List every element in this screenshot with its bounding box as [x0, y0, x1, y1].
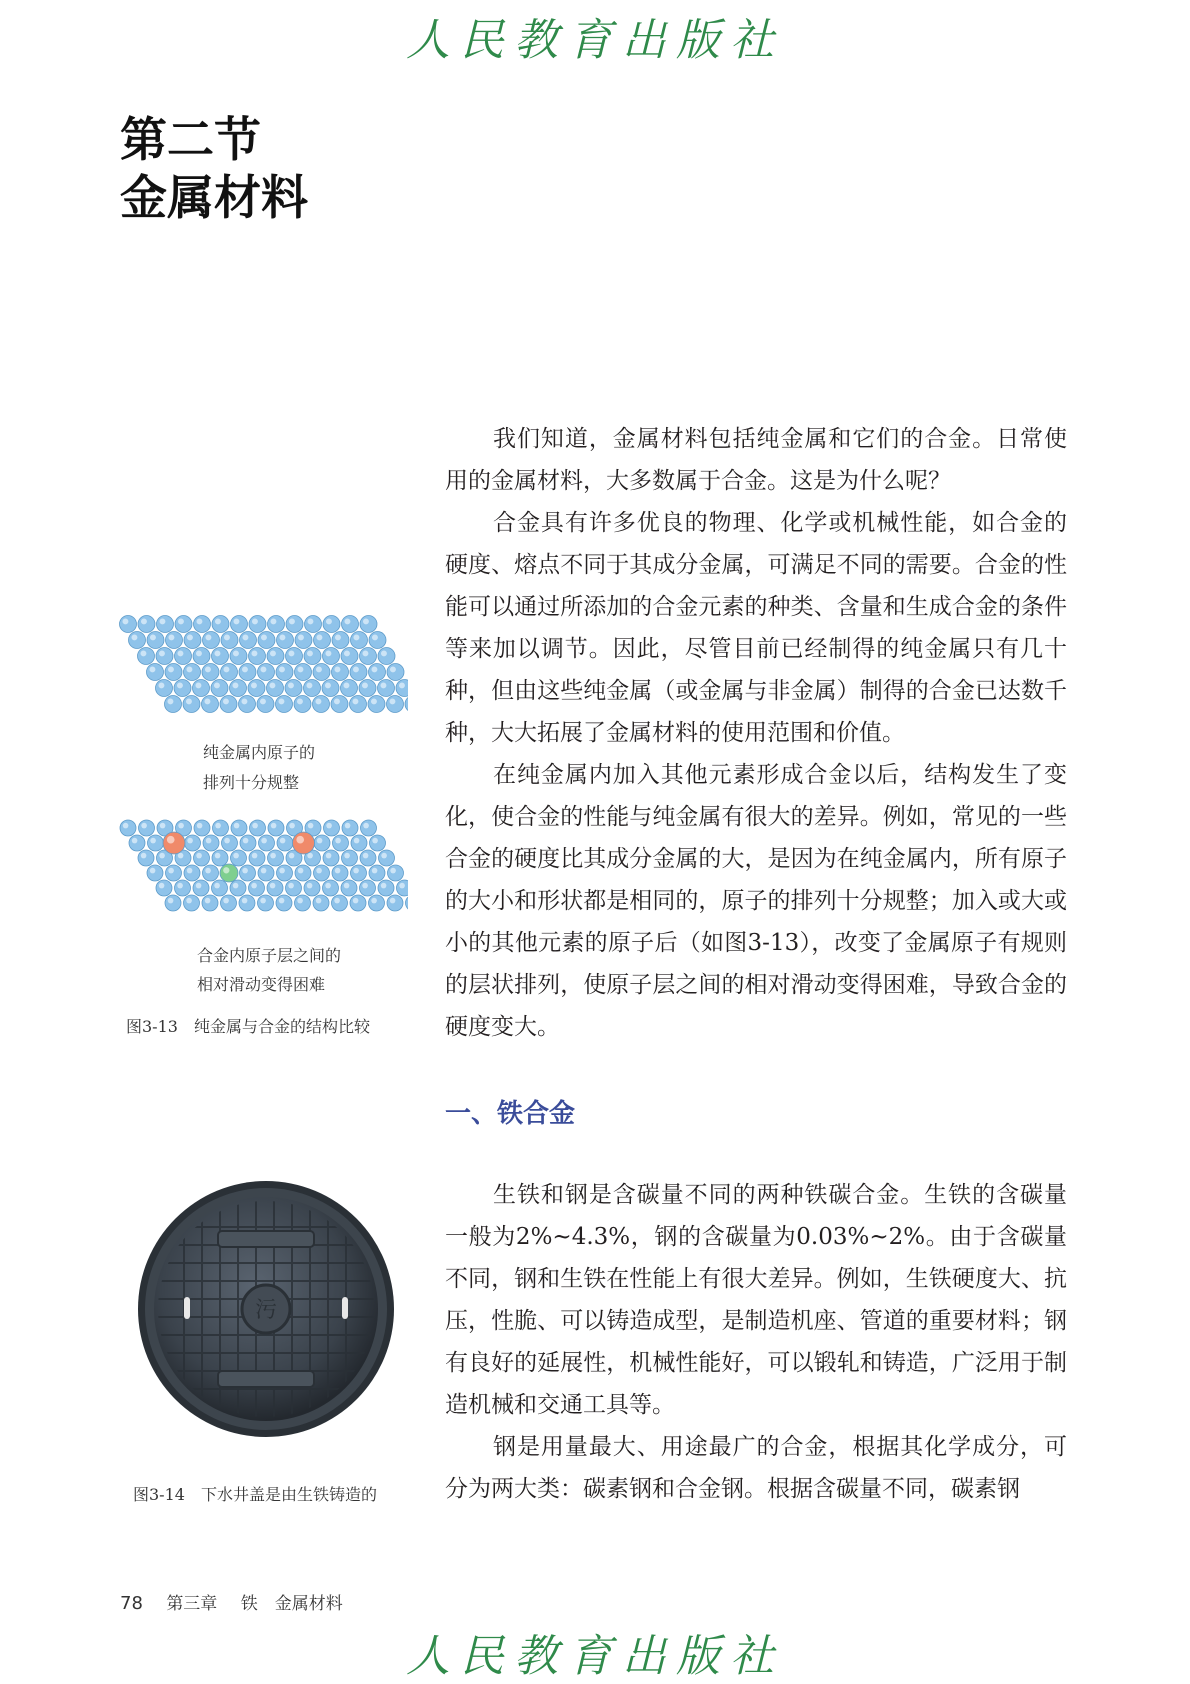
pure-metal-lattice-diagram [118, 614, 408, 729]
atom [370, 835, 386, 851]
atom [148, 835, 164, 851]
atom [277, 835, 293, 851]
atom [285, 680, 302, 697]
atom [368, 696, 385, 713]
atom [156, 680, 173, 697]
atom [276, 696, 293, 713]
section-number: 第二节 [120, 112, 308, 170]
atom [369, 664, 386, 681]
atom [240, 632, 257, 649]
atom [175, 616, 192, 633]
atom [257, 696, 274, 713]
atom [314, 632, 331, 649]
atom [220, 696, 237, 713]
atom [157, 616, 174, 633]
alloy-lattice-diagram [118, 818, 408, 923]
atom [351, 835, 367, 851]
atom [138, 616, 155, 633]
atom [387, 895, 403, 911]
atom [324, 820, 340, 836]
atom [222, 835, 238, 851]
atom [230, 680, 247, 697]
atom [129, 632, 146, 649]
atom [203, 632, 220, 649]
atom [175, 648, 192, 665]
chapter-name: 铁 金属材料 [241, 1594, 343, 1614]
atom [212, 880, 228, 896]
atom [331, 696, 348, 713]
atom [314, 835, 330, 851]
atom [202, 895, 218, 911]
atom [239, 895, 255, 911]
atom [286, 880, 302, 896]
atom [360, 648, 377, 665]
atom [175, 880, 191, 896]
atom [120, 616, 137, 633]
page-footer [120, 1589, 361, 1614]
large-solute-atom [293, 832, 315, 854]
atom [239, 664, 256, 681]
atom [138, 648, 155, 665]
atom [184, 664, 201, 681]
paragraph: 我们知道，金属材料包括纯金属和它们的合金。日常使用的金属材料，大多数属于合金。这是为什么呢？ [445, 418, 1067, 502]
atom [259, 835, 275, 851]
chapter-number: 第三章 [166, 1594, 217, 1614]
atom [387, 664, 404, 681]
atom [268, 850, 284, 866]
atom [313, 895, 329, 911]
atom [313, 664, 330, 681]
atom [342, 616, 359, 633]
pure-metal-label-1: 纯金属内原子的 [203, 740, 315, 763]
atom [295, 865, 311, 881]
pure-metal-label-2: 排列十分规整 [203, 770, 299, 793]
atom [249, 850, 265, 866]
atom [304, 648, 321, 665]
atom [313, 696, 330, 713]
atom [323, 880, 339, 896]
atom [341, 880, 357, 896]
paragraph: 在纯金属内加入其他元素形成合金以后，结构发生了变化，使合金的性能与纯金属有很大的差异。例如，常见的一些合金的硬度比其成分金属的大，是因为在纯金属内，所有原子的大小和形状都是相同的，原子的排列十分规整；加入或大或小的其他元素的原子后（如图3-13），改变了金属原子有规则的层状排列，使原子层之间的相对滑动变得困难，导致合金的硬度变大。 [445, 754, 1067, 1048]
atom [193, 680, 210, 697]
atom [295, 632, 312, 649]
atom [360, 616, 377, 633]
atom [258, 632, 275, 649]
atom [230, 648, 247, 665]
section-title [120, 112, 308, 228]
atom [212, 850, 228, 866]
cover-mark: 污 [255, 1298, 277, 1323]
small-solute-atom [220, 864, 238, 882]
atom [239, 696, 256, 713]
atom [230, 880, 246, 896]
atom [332, 632, 349, 649]
atom [240, 835, 256, 851]
atom [294, 696, 311, 713]
atom [174, 680, 191, 697]
atom [248, 680, 265, 697]
atom [184, 632, 201, 649]
atom [240, 865, 256, 881]
atom [165, 664, 182, 681]
atom [156, 880, 172, 896]
atom [166, 865, 182, 881]
atom [203, 835, 219, 851]
atom [211, 680, 228, 697]
atom [295, 895, 311, 911]
atom [332, 895, 348, 911]
atom [221, 895, 237, 911]
atom [388, 865, 404, 881]
atom [268, 616, 285, 633]
atom [332, 865, 348, 881]
atom [267, 648, 284, 665]
atom [351, 865, 367, 881]
atom [369, 865, 385, 881]
atom [322, 680, 339, 697]
figure-3-14-caption: 图3-14 下水井盖是由生铁铸造的 [133, 1480, 377, 1510]
atom [185, 835, 201, 851]
atom [231, 850, 247, 866]
atom [129, 835, 145, 851]
publisher-logo-bottom: 人民教育出版社 [0, 1620, 1190, 1684]
atom [221, 664, 238, 681]
atom [304, 680, 321, 697]
atom [350, 895, 366, 911]
atom [314, 865, 330, 881]
atom [202, 696, 219, 713]
atom [120, 820, 136, 836]
atom [359, 680, 376, 697]
iron-alloy-text [445, 1174, 1067, 1510]
atom [147, 865, 163, 881]
atom [276, 895, 292, 911]
atom [332, 664, 349, 681]
atom [147, 632, 164, 649]
atom [194, 820, 210, 836]
paragraph: 合金具有许多优良的物理、化学或机械性能，如合金的硬度、熔点不同于其成分金属，可满足不同的需要。合金的性能可以通过所添加的合金元素的种类、含量和生成合金的条件等来加以调节。因此，尽管目前已经制得的纯金属只有几十种，但由这些纯金属（或金属与非金属）制得的合金已达数千种，大大拓展了金属材料的使用范围和价值。 [445, 502, 1067, 754]
atom [250, 820, 266, 836]
atom [193, 648, 210, 665]
atom [165, 895, 181, 911]
atom [304, 880, 320, 896]
atom [258, 664, 275, 681]
atom [333, 835, 349, 851]
atom [231, 820, 247, 836]
subheading-iron-alloy: 一、铁合金 [445, 1093, 575, 1130]
atom [341, 648, 358, 665]
section-name: 金属材料 [120, 170, 308, 228]
atom [378, 680, 395, 697]
atom [276, 664, 293, 681]
publisher-logo-top: 人民教育出版社 [0, 4, 1190, 68]
atom [258, 865, 274, 881]
atom [369, 632, 386, 649]
atom [305, 616, 322, 633]
atom [231, 616, 248, 633]
atom [286, 616, 303, 633]
atom [406, 895, 409, 911]
atom [221, 632, 238, 649]
large-solute-atom [163, 832, 185, 854]
atom [378, 648, 395, 665]
atom [183, 696, 200, 713]
atom [268, 820, 284, 836]
atom [351, 632, 368, 649]
atom [258, 895, 274, 911]
atom [360, 850, 376, 866]
atom [350, 696, 367, 713]
atom [387, 696, 404, 713]
atom [323, 648, 340, 665]
alloy-label-1: 合金内原子层之间的 [197, 943, 341, 966]
atom [379, 850, 395, 866]
atom [193, 880, 209, 896]
atom [267, 680, 284, 697]
atom [249, 616, 266, 633]
atom [350, 664, 367, 681]
atom [341, 680, 358, 697]
atom [277, 632, 294, 649]
paragraph: 生铁和钢是含碳量不同的两种铁碳合金。生铁的含碳量一般为2%~4.3%，钢的含碳量为0.03%~2%。由于含碳量不同，钢和生铁在性能上有很大差异。例如，生铁硬度大、抗压，性脆、可以铸造成型，是制造机座、管道的重要材料；钢有良好的延展性，机械性能好，可以锻轧和铸造，广泛用于制造机械和交通工具等。 [445, 1174, 1067, 1426]
atom [203, 865, 219, 881]
atom [267, 880, 283, 896]
atom [295, 664, 312, 681]
manhole-cover-photo [132, 1175, 400, 1443]
atom [342, 820, 358, 836]
atom [194, 616, 211, 633]
atom [156, 648, 173, 665]
atom [342, 850, 358, 866]
atom [212, 616, 229, 633]
atom [277, 865, 293, 881]
atom [202, 664, 219, 681]
atom [369, 895, 385, 911]
atom [361, 820, 377, 836]
atom [323, 616, 340, 633]
atom [194, 850, 210, 866]
atom [184, 865, 200, 881]
atom [323, 850, 339, 866]
atom [213, 820, 229, 836]
atom [249, 880, 265, 896]
atom [249, 648, 266, 665]
atom [138, 850, 154, 866]
intro-text [445, 418, 1067, 1048]
atom [184, 895, 200, 911]
atom [165, 696, 182, 713]
atom [405, 696, 408, 713]
atom [286, 648, 303, 665]
paragraph: 钢是用量最大、用途最广的合金，根据其化学成分，可分为两大类：碳素钢和合金钢。根据含碳量不同，碳素钢 [445, 1426, 1067, 1510]
atom [212, 648, 229, 665]
atom [378, 880, 394, 896]
figure-3-13-caption: 图3-13 纯金属与合金的结构比较 [126, 1012, 370, 1042]
page-number: 78 [120, 1593, 143, 1614]
atom [147, 664, 164, 681]
atom [139, 820, 155, 836]
atom [360, 880, 376, 896]
atom [166, 632, 183, 649]
alloy-label-2: 相对滑动变得困难 [197, 972, 325, 995]
